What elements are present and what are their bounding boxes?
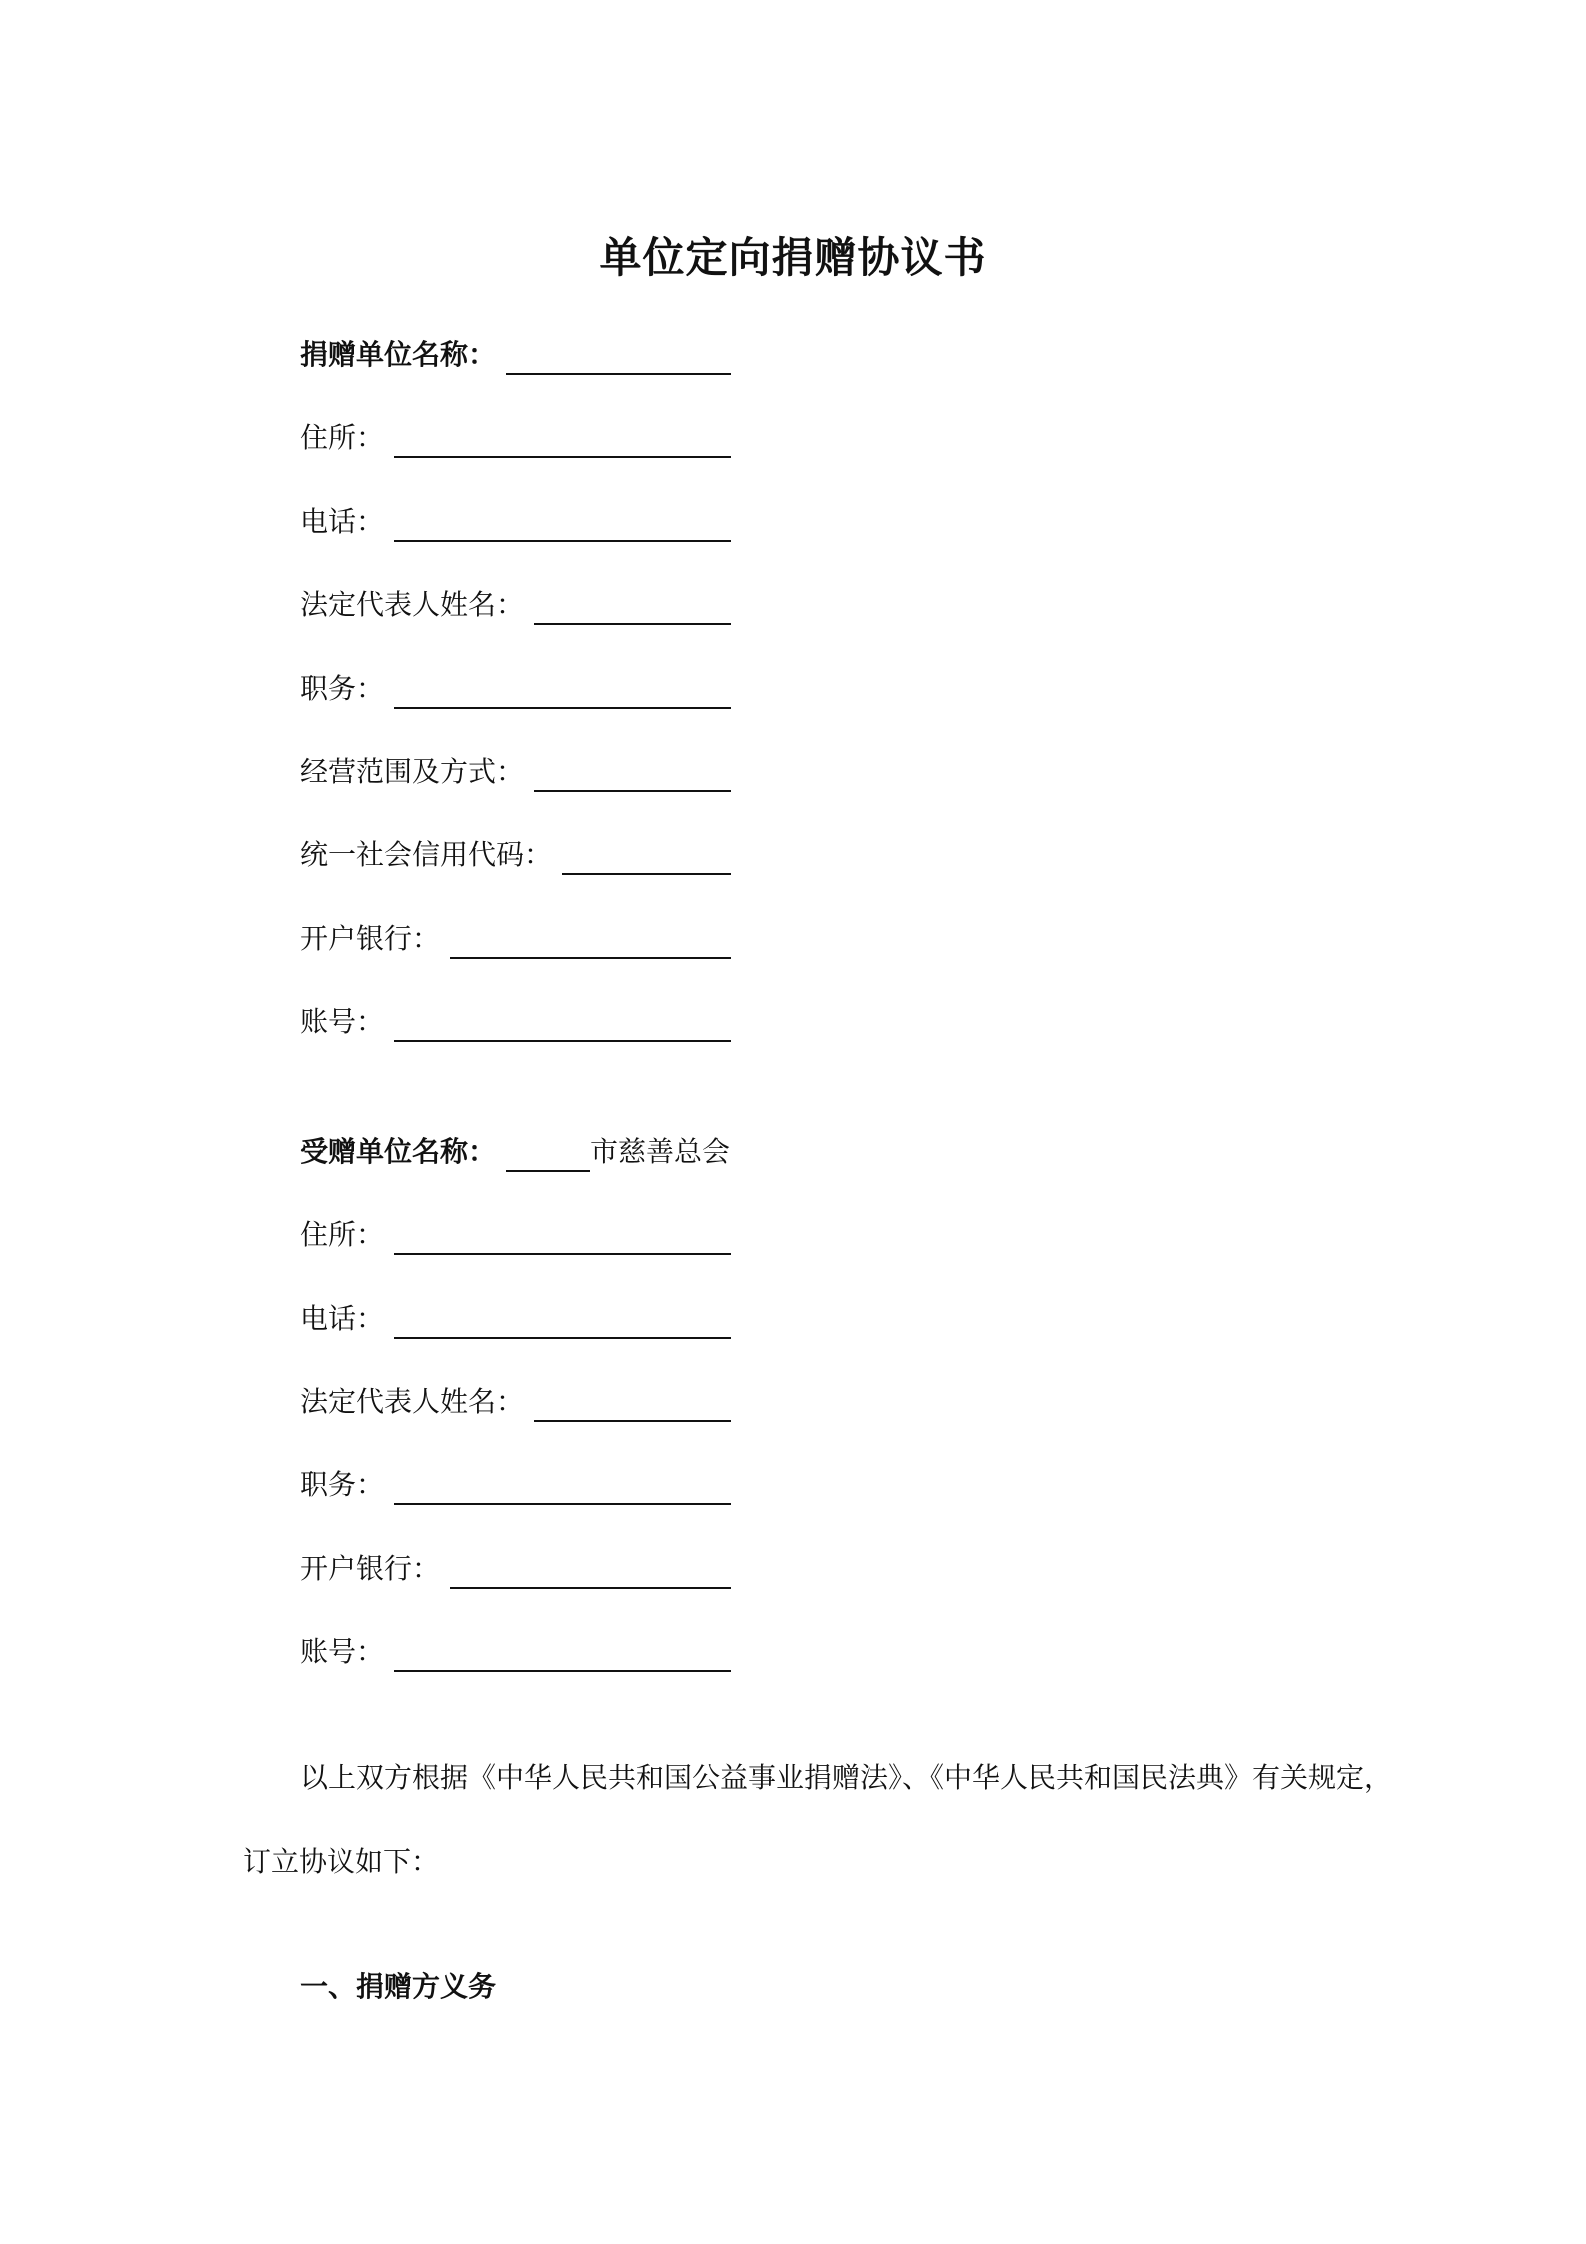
donor-name-blank[interactable] [506, 333, 731, 375]
recipient-legal-rep-label: 法定代表人姓名： [300, 1385, 525, 1418]
donor-legal-rep-field [300, 575, 731, 625]
donor-business-scope-label: 经营范围及方式： [300, 755, 525, 788]
recipient-account-blank[interactable] [394, 1630, 731, 1672]
donor-account-label: 账号： [300, 1005, 385, 1038]
recipient-position-label: 职务： [300, 1468, 385, 1501]
recipient-bank-label: 开户银行： [300, 1552, 441, 1585]
donor-phone-blank[interactable] [394, 500, 731, 542]
donor-business-scope-field [300, 742, 731, 792]
recipient-legal-rep-blank[interactable] [534, 1380, 731, 1422]
recipient-name-blank[interactable] [506, 1130, 590, 1172]
donor-phone-field [300, 492, 731, 542]
recipient-account-label: 账号： [300, 1635, 385, 1668]
recipient-address-blank[interactable] [394, 1213, 731, 1255]
donor-address-label: 住所： [300, 421, 385, 454]
recipient-legal-rep-field [300, 1372, 731, 1422]
donor-credit-code-blank[interactable] [562, 833, 731, 875]
donor-bank-field [300, 909, 731, 959]
donor-position-field [300, 659, 731, 709]
donor-legal-rep-label: 法定代表人姓名： [300, 588, 525, 621]
document-title: 单位定向捐赠协议书 [599, 233, 987, 282]
donor-account-field [300, 992, 731, 1042]
donor-account-blank[interactable] [394, 1000, 731, 1042]
section1-heading: 一、捐赠方义务 [300, 1970, 497, 2003]
donor-bank-blank[interactable] [450, 917, 731, 959]
donor-credit-code-label: 统一社会信用代码： [300, 838, 553, 871]
donor-address-blank[interactable] [394, 416, 731, 458]
donor-phone-label: 电话： [300, 505, 385, 538]
intro-paragraph-line1: 以上双方根据《中华人民共和国公益事业捐赠法》、《中华人民共和国民法典》有关规定， [300, 1761, 1393, 1794]
recipient-name-label: 受赠单位名称： [300, 1135, 497, 1168]
recipient-bank-field [300, 1539, 731, 1589]
recipient-address-field [300, 1205, 731, 1255]
donor-legal-rep-blank[interactable] [534, 583, 731, 625]
donor-address-field [300, 408, 731, 458]
donor-business-scope-blank[interactable] [534, 750, 731, 792]
donor-name-field [300, 325, 731, 375]
recipient-address-label: 住所： [300, 1218, 385, 1251]
donor-bank-label: 开户银行： [300, 922, 441, 955]
recipient-position-field [300, 1455, 731, 1505]
donor-position-blank[interactable] [394, 667, 731, 709]
intro-paragraph-line2: 订立协议如下： [243, 1845, 440, 1878]
recipient-account-field [300, 1622, 731, 1672]
donor-position-label: 职务： [300, 672, 385, 705]
recipient-phone-field [300, 1289, 731, 1339]
donor-credit-code-field [300, 825, 731, 875]
recipient-phone-blank[interactable] [394, 1297, 731, 1339]
recipient-phone-label: 电话： [300, 1302, 385, 1335]
recipient-position-blank[interactable] [394, 1463, 731, 1505]
recipient-name-value: 市慈善总会 [590, 1135, 731, 1168]
donor-name-label: 捐赠单位名称： [300, 338, 497, 371]
recipient-bank-blank[interactable] [450, 1547, 731, 1589]
recipient-name-field [300, 1122, 730, 1172]
